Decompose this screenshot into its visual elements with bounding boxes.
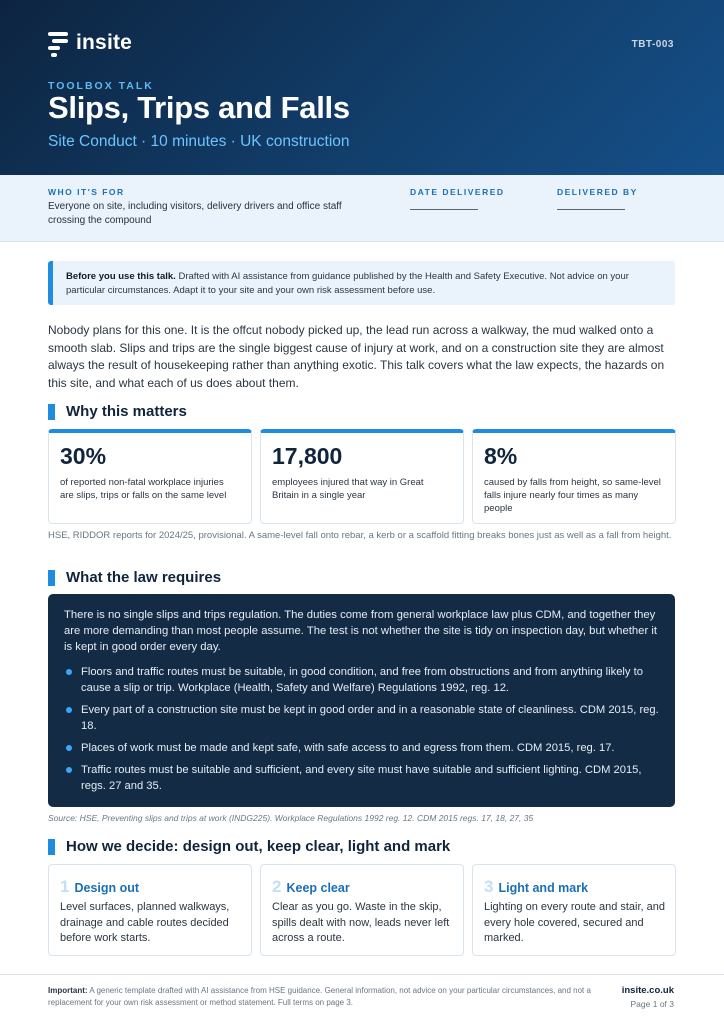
kicker-label: TOOLBOX TALK	[48, 80, 154, 92]
section-marker	[48, 839, 55, 855]
law-item	[64, 664, 664, 696]
footer-divider	[0, 974, 724, 975]
card-title: Light and mark	[498, 881, 589, 895]
stats-source-note: HSE, RIDDOR reports for 2024/25, provisional. A same-level fall onto rebar, a kerb or a scaffold fitting breaks bones just as well as a fall from height.	[48, 530, 672, 541]
page-title: Slips, Trips and Falls	[48, 90, 350, 125]
law-intro: There is no single slips and trips regulation. The duties come from general workplace law plus CDM, and together they are more demanding than most people assume. The test is not whether the site is tidy on inspection day, but whether it is kept in good order every day.	[64, 609, 657, 653]
delivered-by-field[interactable]	[557, 209, 625, 210]
callout-body: Drafted with AI assistance from guidance published by the Health and Safety Executive. Not advice on your particular circumstances. Adapt it to your site and your own risk assessment before use.	[66, 271, 629, 296]
card-header	[272, 877, 350, 897]
card-text: Level surfaces, planned walkways, drainage and cable routes decided before work starts.	[60, 901, 230, 944]
stat-card	[48, 429, 252, 524]
law-source-note: Source: HSE, Preventing slips and trips at work (INDG225). Workplace Regulations 1992 reg. 12. CDM 2015 regs. 17, 18, 27, 35	[48, 813, 534, 823]
date-delivered-field[interactable]	[410, 209, 478, 210]
section-title: Why this matters	[66, 403, 187, 420]
who-value: Everyone on site, including visitors, delivery drivers and office staff crossing the compound	[48, 201, 342, 226]
stat-description: of reported non-fatal workplace injuries are slips, trips or falls on the same level	[60, 477, 227, 501]
decide-card	[48, 864, 252, 956]
page-subtitle: Site Conduct · 10 minutes · UK construction	[48, 133, 350, 150]
who-label: WHO IT'S FOR	[48, 187, 125, 197]
card-number: 2	[272, 877, 282, 896]
stat-value: 8%	[484, 443, 518, 469]
law-item-text: Places of work must be made and kept safe, with safe access to and egress from them. CDM 2015, reg. 17.	[81, 742, 615, 754]
decide-card	[472, 864, 676, 956]
footer-disclaimer	[48, 985, 608, 1009]
meta-band	[0, 175, 724, 242]
section-why	[48, 403, 187, 420]
card-header	[484, 877, 588, 897]
stat-card	[260, 429, 464, 524]
stat-description: employees injured that way in Great Britain in a single year	[272, 477, 424, 501]
law-item-text: Floors and traffic routes must be suitable, in good condition, and free from obstructions and from anything likely to cause a slip or trip. Workplace (Health, Safety and Welfare) Regulations 1992, reg. 12.	[81, 666, 643, 694]
disclaimer-callout	[48, 261, 675, 305]
section-law	[48, 569, 221, 586]
bullet-icon	[66, 707, 72, 713]
section-marker	[48, 404, 55, 420]
brand-name: insite	[76, 31, 133, 54]
card-title: Design out	[74, 881, 140, 895]
law-item-text: Every part of a construction site must be kept in good order and in a reasonable state of cleanliness. CDM 2015, reg. 18.	[81, 704, 659, 732]
callout-text	[66, 270, 662, 298]
stat-value: 30%	[60, 443, 107, 469]
page-header	[0, 0, 724, 175]
stat-card	[472, 429, 676, 524]
stat-value: 17,800	[272, 443, 343, 469]
card-text: Clear as you go. Waste in the skip, spills dealt with now, leads never left across a route.	[272, 901, 450, 944]
card-text: Lighting on every route and stair, and every hole covered, secured and marked.	[484, 901, 666, 944]
card-title: Keep clear	[286, 881, 350, 895]
card-number: 1	[60, 877, 70, 896]
callout-lead: Before you use this talk.	[66, 271, 176, 282]
page-number: Page 1 of 3	[630, 999, 674, 1009]
intro-paragraph: Nobody plans for this one. It is the offcut nobody picked up, the lead run across a walkway, the mud walked onto a smooth slab. Slips and trips are the single biggest cause of injury at work, and on a construction site they are almost always the result of housekeeping rather than anything exotic. This talk covers what the law expects, the hazards on this site, and what each of us does about them.	[48, 323, 665, 390]
law-list	[64, 664, 664, 800]
footer-note-lead: Important:	[48, 986, 88, 995]
bullet-icon	[66, 745, 72, 751]
callout-accent-bar	[48, 261, 53, 305]
bullet-icon	[66, 669, 72, 675]
delivered-by-label: DELIVERED BY	[557, 187, 638, 197]
decide-card	[260, 864, 464, 956]
law-item	[64, 740, 664, 756]
card-header	[60, 877, 139, 897]
law-item-text: Traffic routes must be suitable and sufficient, and every site must have suitable and sufficient lighting. CDM 2015, regs. 27 and 35.	[81, 764, 642, 792]
bullet-icon	[66, 767, 72, 773]
brand-logo	[48, 30, 132, 56]
stat-description: caused by falls from height, so same-level falls injure nearly four times as many people	[484, 477, 661, 514]
date-delivered-label: DATE DELIVERED	[410, 187, 505, 197]
section-title: How we decide: design out, keep clear, light and mark	[66, 838, 451, 855]
section-title: What the law requires	[66, 569, 222, 586]
law-item	[64, 762, 664, 794]
law-requirements-box	[48, 594, 675, 807]
law-item	[64, 702, 664, 734]
footer-website-link[interactable]: insite.co.uk	[621, 985, 674, 996]
document-code: TBT-003	[631, 39, 674, 50]
section-marker	[48, 570, 55, 586]
insite-logo-icon	[48, 30, 70, 56]
card-number: 3	[484, 877, 494, 896]
footer-note-text: A generic template drafted with AI assistance from HSE guidance. General information, not advice on your particular circumstances, and not a replacement for your own risk assessment or method statement. Full terms on page 3.	[48, 986, 591, 1007]
section-decide	[48, 838, 450, 855]
